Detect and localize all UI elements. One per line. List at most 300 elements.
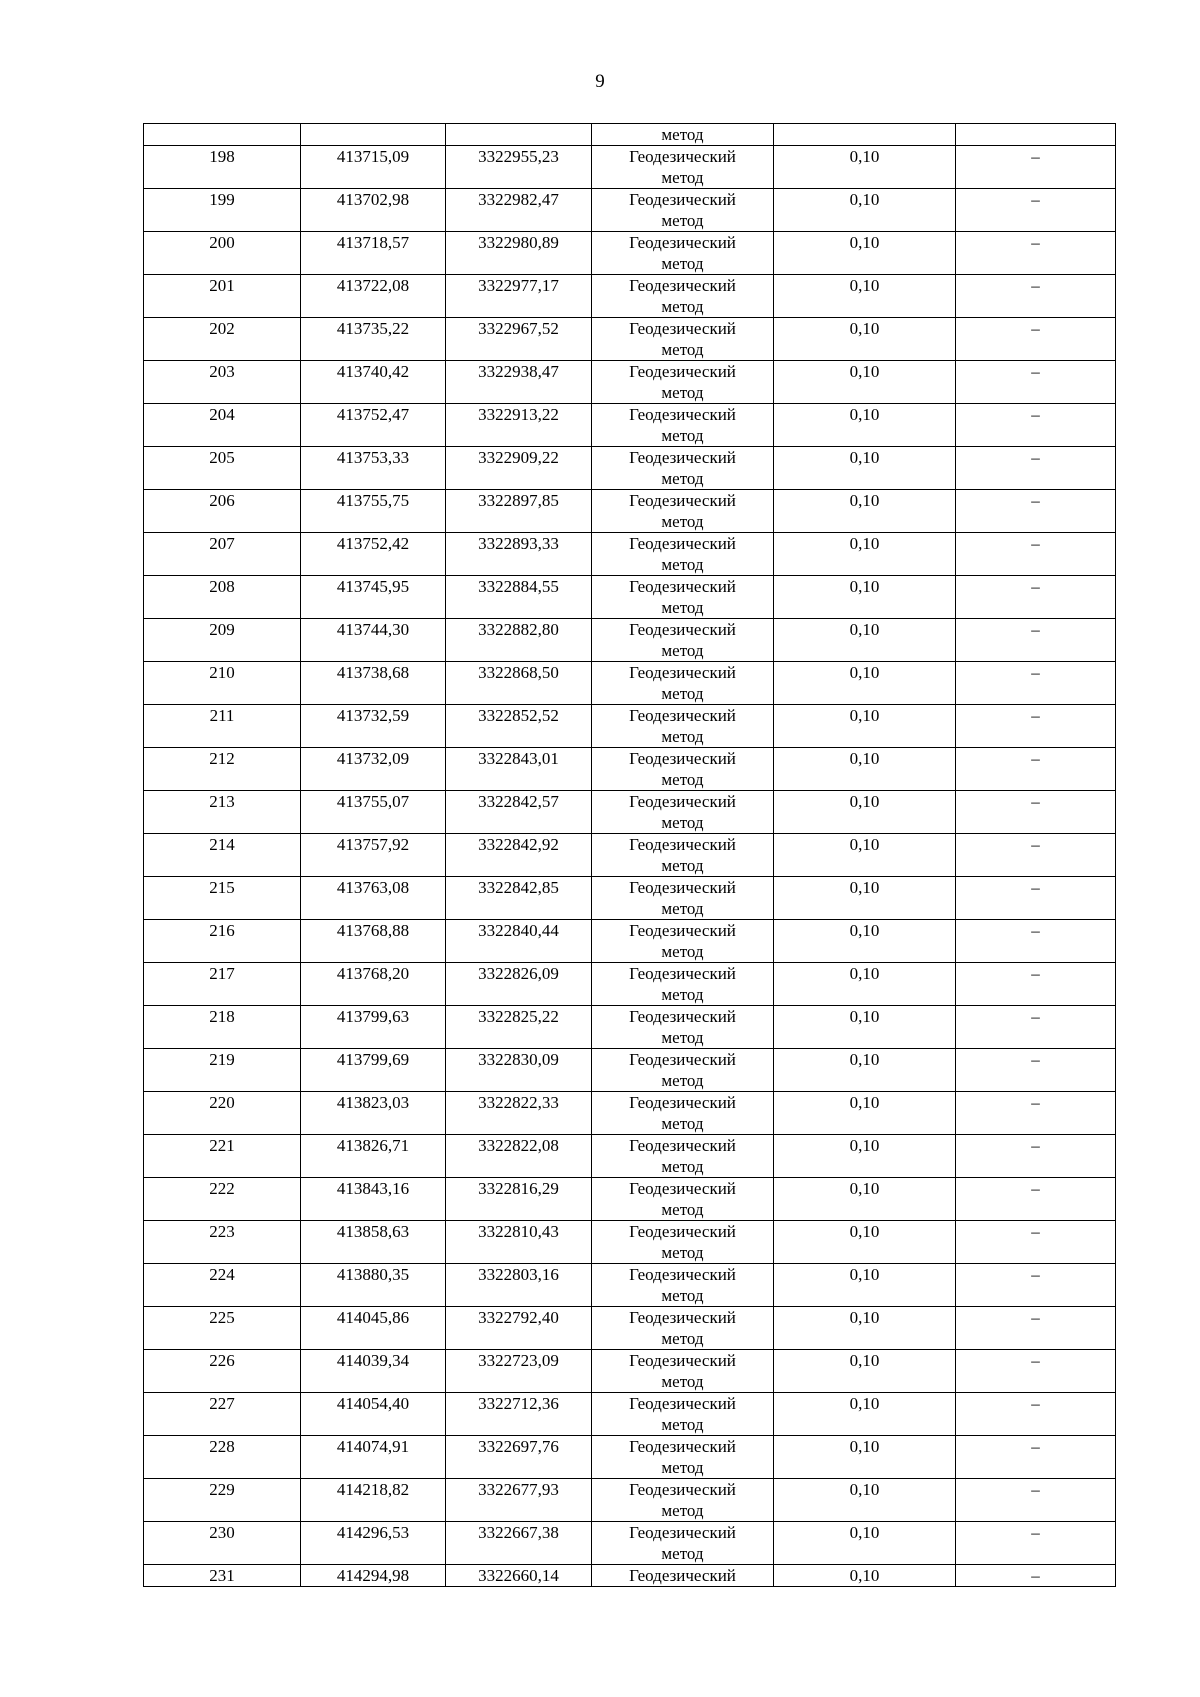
method-text: Геодезический — [629, 1222, 736, 1241]
table-row — [144, 1264, 1116, 1307]
method-text: метод — [661, 727, 704, 746]
method-text: Геодезический — [629, 706, 736, 725]
method-text: Геодезический — [629, 1050, 736, 1069]
cell-method — [592, 1350, 774, 1393]
cell-y: 3322660,14 — [446, 1565, 592, 1587]
cell-x: 413735,22 — [301, 318, 446, 361]
cell-x: 413799,63 — [301, 1006, 446, 1049]
cell-x: 413732,09 — [301, 748, 446, 791]
cell-note: – — [956, 189, 1116, 232]
cell-y: 3322803,16 — [446, 1264, 592, 1307]
table-row — [144, 490, 1116, 533]
cell-y: 3322913,22 — [446, 404, 592, 447]
cell-accuracy: 0,10 — [774, 834, 956, 877]
cell-x: 413799,69 — [301, 1049, 446, 1092]
cell-x: 413702,98 — [301, 189, 446, 232]
cell-point-number — [144, 124, 301, 146]
cell-method — [592, 834, 774, 877]
cell-x: 414054,40 — [301, 1393, 446, 1436]
cell-method — [592, 361, 774, 404]
cell-x — [301, 124, 446, 146]
method-text: Геодезический — [629, 792, 736, 811]
cell-method — [592, 963, 774, 1006]
cell-y: 3322842,85 — [446, 877, 592, 920]
cell-note: – — [956, 920, 1116, 963]
cell-method — [592, 1436, 774, 1479]
method-text: метод — [661, 770, 704, 789]
cell-x: 413826,71 — [301, 1135, 446, 1178]
cell-note: – — [956, 705, 1116, 748]
method-text: Геодезический — [629, 276, 736, 295]
cell-x: 413753,33 — [301, 447, 446, 490]
method-text: метод — [661, 1114, 704, 1133]
table-row-continued — [144, 124, 1116, 146]
table-row — [144, 189, 1116, 232]
table-row — [144, 1350, 1116, 1393]
method-text: метод — [661, 985, 704, 1004]
method-text: Геодезический — [629, 319, 736, 338]
cell-point-number: 230 — [144, 1522, 301, 1565]
cell-note: – — [956, 490, 1116, 533]
cell-y: 3322826,09 — [446, 963, 592, 1006]
cell-method — [592, 404, 774, 447]
cell-accuracy: 0,10 — [774, 576, 956, 619]
cell-point-number: 212 — [144, 748, 301, 791]
method-text: метод — [661, 125, 704, 144]
cell-y: 3322852,52 — [446, 705, 592, 748]
method-text: Геодезический — [629, 1394, 736, 1413]
method-text: Геодезический — [629, 1523, 736, 1542]
cell-point-number: 227 — [144, 1393, 301, 1436]
method-text: метод — [661, 168, 704, 187]
method-text: метод — [661, 1415, 704, 1434]
cell-x: 414074,91 — [301, 1436, 446, 1479]
method-text: метод — [661, 1200, 704, 1219]
method-text: Геодезический — [629, 362, 736, 381]
cell-note: – — [956, 834, 1116, 877]
cell-accuracy: 0,10 — [774, 490, 956, 533]
table-row — [144, 834, 1116, 877]
cell-point-number: 203 — [144, 361, 301, 404]
cell-method — [592, 232, 774, 275]
method-text: метод — [661, 856, 704, 875]
cell-point-number: 229 — [144, 1479, 301, 1522]
cell-point-number: 209 — [144, 619, 301, 662]
cell-x: 414039,34 — [301, 1350, 446, 1393]
cell-note — [956, 124, 1116, 146]
method-text: Геодезический — [629, 491, 736, 510]
cell-y: 3322909,22 — [446, 447, 592, 490]
cell-y: 3322967,52 — [446, 318, 592, 361]
cell-method — [592, 1393, 774, 1436]
method-text: метод — [661, 297, 704, 316]
table-row — [144, 920, 1116, 963]
cell-point-number: 223 — [144, 1221, 301, 1264]
cell-accuracy: 0,10 — [774, 662, 956, 705]
cell-x: 413755,07 — [301, 791, 446, 834]
method-text: Геодезический — [629, 835, 736, 854]
cell-accuracy: 0,10 — [774, 619, 956, 662]
table-row — [144, 619, 1116, 662]
cell-y: 3322816,29 — [446, 1178, 592, 1221]
cell-note: – — [956, 1479, 1116, 1522]
cell-x: 413722,08 — [301, 275, 446, 318]
cell-accuracy: 0,10 — [774, 533, 956, 576]
method-text: метод — [661, 641, 704, 660]
method-text: метод — [661, 1501, 704, 1520]
cell-point-number: 222 — [144, 1178, 301, 1221]
method-text: метод — [661, 512, 704, 531]
cell-note: – — [956, 791, 1116, 834]
cell-accuracy: 0,10 — [774, 232, 956, 275]
cell-y: 3322697,76 — [446, 1436, 592, 1479]
cell-accuracy: 0,10 — [774, 1221, 956, 1264]
cell-point-number: 216 — [144, 920, 301, 963]
method-text: метод — [661, 942, 704, 961]
method-text: метод — [661, 1028, 704, 1047]
cell-method — [592, 1522, 774, 1565]
cell-y: 3322980,89 — [446, 232, 592, 275]
table-row — [144, 1522, 1116, 1565]
cell-point-number: 213 — [144, 791, 301, 834]
cell-x: 413858,63 — [301, 1221, 446, 1264]
method-text: метод — [661, 1243, 704, 1262]
cell-method — [592, 791, 774, 834]
cell-x: 413744,30 — [301, 619, 446, 662]
method-text: метод — [661, 813, 704, 832]
method-text: метод — [661, 469, 704, 488]
cell-accuracy: 0,10 — [774, 1522, 956, 1565]
cell-y: 3322792,40 — [446, 1307, 592, 1350]
cell-y: 3322868,50 — [446, 662, 592, 705]
cell-y: 3322842,92 — [446, 834, 592, 877]
table-row — [144, 146, 1116, 189]
table-row — [144, 791, 1116, 834]
cell-method — [592, 533, 774, 576]
cell-accuracy: 0,10 — [774, 1436, 956, 1479]
method-text: метод — [661, 1544, 704, 1563]
method-text: Геодезический — [629, 878, 736, 897]
cell-method — [592, 1479, 774, 1522]
table-row — [144, 275, 1116, 318]
cell-accuracy: 0,10 — [774, 189, 956, 232]
cell-point-number: 214 — [144, 834, 301, 877]
cell-note: – — [956, 361, 1116, 404]
cell-note: – — [956, 748, 1116, 791]
method-text: Геодезический — [629, 1566, 736, 1585]
method-text: Геодезический — [629, 534, 736, 553]
method-text: Геодезический — [629, 663, 736, 682]
cell-method — [592, 1264, 774, 1307]
method-text: метод — [661, 340, 704, 359]
cell-method — [592, 576, 774, 619]
cell-method — [592, 447, 774, 490]
cell-y: 3322840,44 — [446, 920, 592, 963]
coordinates-table — [143, 123, 1116, 1587]
cell-point-number: 201 — [144, 275, 301, 318]
cell-accuracy — [774, 124, 956, 146]
cell-accuracy: 0,10 — [774, 447, 956, 490]
method-text: метод — [661, 1157, 704, 1176]
cell-accuracy: 0,10 — [774, 1307, 956, 1350]
table-row — [144, 1135, 1116, 1178]
method-text: метод — [661, 1372, 704, 1391]
table-row — [144, 1221, 1116, 1264]
cell-accuracy: 0,10 — [774, 318, 956, 361]
method-text: метод — [661, 684, 704, 703]
cell-y: 3322830,09 — [446, 1049, 592, 1092]
cell-x: 413752,42 — [301, 533, 446, 576]
cell-x: 413715,09 — [301, 146, 446, 189]
method-text: метод — [661, 426, 704, 445]
method-text: Геодезический — [629, 233, 736, 252]
method-text: метод — [661, 383, 704, 402]
cell-method — [592, 705, 774, 748]
cell-accuracy: 0,10 — [774, 146, 956, 189]
cell-note: – — [956, 275, 1116, 318]
cell-accuracy: 0,10 — [774, 1178, 956, 1221]
cell-x: 413752,47 — [301, 404, 446, 447]
cell-accuracy: 0,10 — [774, 361, 956, 404]
cell-point-number: 206 — [144, 490, 301, 533]
table-row — [144, 361, 1116, 404]
table-row — [144, 232, 1116, 275]
method-text: Геодезический — [629, 405, 736, 424]
cell-method — [592, 662, 774, 705]
method-text: Геодезический — [629, 147, 736, 166]
cell-point-number: 217 — [144, 963, 301, 1006]
cell-point-number: 224 — [144, 1264, 301, 1307]
cell-method — [592, 124, 774, 146]
cell-accuracy: 0,10 — [774, 748, 956, 791]
cell-method — [592, 1307, 774, 1350]
cell-point-number: 225 — [144, 1307, 301, 1350]
cell-accuracy: 0,10 — [774, 1393, 956, 1436]
cell-note: – — [956, 1221, 1116, 1264]
method-text: Геодезический — [629, 1093, 736, 1112]
cell-note: – — [956, 1135, 1116, 1178]
method-text: Геодезический — [629, 749, 736, 768]
table-row — [144, 877, 1116, 920]
cell-note: – — [956, 1006, 1116, 1049]
cell-note: – — [956, 1092, 1116, 1135]
cell-accuracy: 0,10 — [774, 1350, 956, 1393]
cell-method — [592, 1092, 774, 1135]
cell-accuracy: 0,10 — [774, 1135, 956, 1178]
cell-x: 413732,59 — [301, 705, 446, 748]
table-row — [144, 576, 1116, 619]
cell-point-number: 198 — [144, 146, 301, 189]
cell-note: – — [956, 1307, 1116, 1350]
cell-x: 413755,75 — [301, 490, 446, 533]
method-text: Геодезический — [629, 577, 736, 596]
table-row — [144, 1178, 1116, 1221]
cell-y: 3322667,38 — [446, 1522, 592, 1565]
cell-note: – — [956, 232, 1116, 275]
cell-point-number: 204 — [144, 404, 301, 447]
table-row — [144, 1479, 1116, 1522]
cell-method — [592, 1178, 774, 1221]
cell-x: 413757,92 — [301, 834, 446, 877]
cell-point-number: 219 — [144, 1049, 301, 1092]
cell-x: 413738,68 — [301, 662, 446, 705]
cell-point-number: 205 — [144, 447, 301, 490]
method-text: Геодезический — [629, 964, 736, 983]
cell-point-number: 211 — [144, 705, 301, 748]
cell-y: 3322977,17 — [446, 275, 592, 318]
table-row — [144, 662, 1116, 705]
cell-method — [592, 318, 774, 361]
cell-point-number: 215 — [144, 877, 301, 920]
cell-accuracy: 0,10 — [774, 1479, 956, 1522]
cell-y: 3322810,43 — [446, 1221, 592, 1264]
method-text: Геодезический — [629, 921, 736, 940]
method-text: Геодезический — [629, 1136, 736, 1155]
table-row — [144, 1565, 1116, 1587]
cell-y — [446, 124, 592, 146]
method-text: метод — [661, 899, 704, 918]
cell-note: – — [956, 1393, 1116, 1436]
table-row — [144, 404, 1116, 447]
table-row — [144, 705, 1116, 748]
cell-x: 413768,88 — [301, 920, 446, 963]
table-row — [144, 1006, 1116, 1049]
cell-y: 3322982,47 — [446, 189, 592, 232]
cell-method — [592, 146, 774, 189]
cell-y: 3322955,23 — [446, 146, 592, 189]
method-text: метод — [661, 1286, 704, 1305]
cell-accuracy: 0,10 — [774, 1006, 956, 1049]
cell-point-number: 231 — [144, 1565, 301, 1587]
cell-accuracy: 0,10 — [774, 791, 956, 834]
cell-note: – — [956, 318, 1116, 361]
cell-note: – — [956, 146, 1116, 189]
cell-x: 414218,82 — [301, 1479, 446, 1522]
table-row — [144, 1436, 1116, 1479]
cell-note: – — [956, 1436, 1116, 1479]
cell-y: 3322897,85 — [446, 490, 592, 533]
table-body — [144, 124, 1116, 1587]
cell-accuracy: 0,10 — [774, 1092, 956, 1135]
cell-method — [592, 1135, 774, 1178]
table-row — [144, 748, 1116, 791]
cell-accuracy: 0,10 — [774, 275, 956, 318]
method-text: Геодезический — [629, 1351, 736, 1370]
cell-x: 413718,57 — [301, 232, 446, 275]
cell-note: – — [956, 1565, 1116, 1587]
method-text: метод — [661, 1458, 704, 1477]
cell-note: – — [956, 576, 1116, 619]
cell-x: 414045,86 — [301, 1307, 446, 1350]
cell-method — [592, 1049, 774, 1092]
cell-note: – — [956, 877, 1116, 920]
cell-accuracy: 0,10 — [774, 705, 956, 748]
cell-y: 3322723,09 — [446, 1350, 592, 1393]
cell-note: – — [956, 1049, 1116, 1092]
cell-note: – — [956, 1264, 1116, 1307]
method-text: метод — [661, 211, 704, 230]
table-row — [144, 1393, 1116, 1436]
table-row — [144, 1049, 1116, 1092]
table-row — [144, 318, 1116, 361]
cell-accuracy: 0,10 — [774, 1565, 956, 1587]
cell-note: – — [956, 447, 1116, 490]
method-text: Геодезический — [629, 620, 736, 639]
cell-point-number: 199 — [144, 189, 301, 232]
cell-point-number: 207 — [144, 533, 301, 576]
table-row — [144, 447, 1116, 490]
method-text: метод — [661, 598, 704, 617]
method-text: метод — [661, 555, 704, 574]
table-row — [144, 533, 1116, 576]
method-text: Геодезический — [629, 1007, 736, 1026]
cell-y: 3322842,57 — [446, 791, 592, 834]
cell-note: – — [956, 662, 1116, 705]
cell-method — [592, 1006, 774, 1049]
method-text: Геодезический — [629, 1480, 736, 1499]
method-text: Геодезический — [629, 1179, 736, 1198]
cell-x: 413768,20 — [301, 963, 446, 1006]
page-number: 9 — [595, 71, 605, 92]
cell-accuracy: 0,10 — [774, 877, 956, 920]
cell-point-number: 200 — [144, 232, 301, 275]
cell-method — [592, 1221, 774, 1264]
cell-x: 414294,98 — [301, 1565, 446, 1587]
table-row — [144, 1307, 1116, 1350]
cell-x: 413763,08 — [301, 877, 446, 920]
cell-point-number: 218 — [144, 1006, 301, 1049]
cell-x: 414296,53 — [301, 1522, 446, 1565]
cell-method — [592, 877, 774, 920]
cell-method — [592, 490, 774, 533]
method-text: метод — [661, 1071, 704, 1090]
cell-x: 413740,42 — [301, 361, 446, 404]
cell-note: – — [956, 1178, 1116, 1221]
cell-method — [592, 189, 774, 232]
table-row — [144, 963, 1116, 1006]
cell-method — [592, 619, 774, 662]
cell-method — [592, 275, 774, 318]
cell-method — [592, 920, 774, 963]
cell-y: 3322825,22 — [446, 1006, 592, 1049]
cell-note: – — [956, 1350, 1116, 1393]
method-text: метод — [661, 254, 704, 273]
cell-note: – — [956, 533, 1116, 576]
cell-x: 413745,95 — [301, 576, 446, 619]
cell-y: 3322822,33 — [446, 1092, 592, 1135]
cell-y: 3322822,08 — [446, 1135, 592, 1178]
cell-point-number: 202 — [144, 318, 301, 361]
cell-accuracy: 0,10 — [774, 963, 956, 1006]
cell-x: 413843,16 — [301, 1178, 446, 1221]
cell-x: 413823,03 — [301, 1092, 446, 1135]
method-text: метод — [661, 1329, 704, 1348]
table-row — [144, 1092, 1116, 1135]
cell-point-number: 226 — [144, 1350, 301, 1393]
cell-y: 3322882,80 — [446, 619, 592, 662]
method-text: Геодезический — [629, 1308, 736, 1327]
cell-point-number: 228 — [144, 1436, 301, 1479]
cell-method — [592, 1565, 774, 1587]
cell-x: 413880,35 — [301, 1264, 446, 1307]
cell-y: 3322884,55 — [446, 576, 592, 619]
cell-accuracy: 0,10 — [774, 404, 956, 447]
method-text: Геодезический — [629, 1437, 736, 1456]
cell-accuracy: 0,10 — [774, 1264, 956, 1307]
cell-y: 3322938,47 — [446, 361, 592, 404]
cell-note: – — [956, 1522, 1116, 1565]
method-text: Геодезический — [629, 448, 736, 467]
